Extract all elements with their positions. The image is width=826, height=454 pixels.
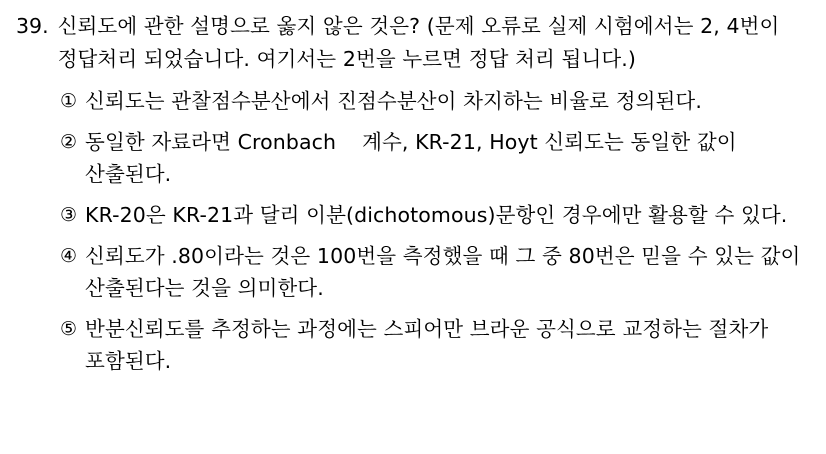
choice-marker-4: ④ — [60, 245, 78, 267]
choice-marker-2: ② — [60, 131, 78, 153]
question-number: 39. — [16, 14, 49, 38]
choice-text-1: 신뢰도는 관찰점수분산에서 진점수분산이 차지하는 비율로 정의된다. — [85, 89, 702, 113]
choice-option-4[interactable] — [60, 240, 810, 304]
choice-text-3: KR-20은 KR-21과 달리 이분(dichotomous)문항인 경우에만 활용할 수 있다. — [85, 203, 788, 227]
choice-marker-1: ① — [60, 90, 78, 112]
choice-marker-5: ⑤ — [60, 318, 78, 340]
choice-text-2-after: 계수, KR-21, Hoyt 신뢰도는 동일한 값이 산출된다. — [85, 130, 737, 186]
choice-text-5: 반분신뢰도를 추정하는 과정에는 스피어만 브라운 공식으로 교정하는 절차가 포함된다. — [85, 317, 769, 373]
choice-option-3[interactable] — [60, 199, 810, 231]
choice-list — [16, 85, 810, 377]
choice-text-4: 신뢰도가 .80이라는 것은 100번을 측정했을 때 그 중 80번은 믿을 수 있는 값이 산출된다는 것을 의미한다. — [85, 244, 801, 300]
choice-option-2[interactable] — [60, 126, 810, 190]
choice-text-2 — [85, 126, 810, 190]
choice-option-5[interactable] — [60, 313, 810, 377]
choice-marker-3: ③ — [60, 204, 78, 226]
choice-option-1[interactable] — [60, 85, 810, 117]
choice-text-2-before: 동일한 자료라면 Cronbach — [85, 130, 337, 154]
question-block — [16, 10, 810, 76]
question-text: 신뢰도에 관한 설명으로 옳지 않은 것은? (문제 오류로 실제 시험에서는 2, 4번이 정답처리 되었습니다. 여기서는 2번을 누르면 정답 처리 됩니다.) — [57, 14, 780, 71]
